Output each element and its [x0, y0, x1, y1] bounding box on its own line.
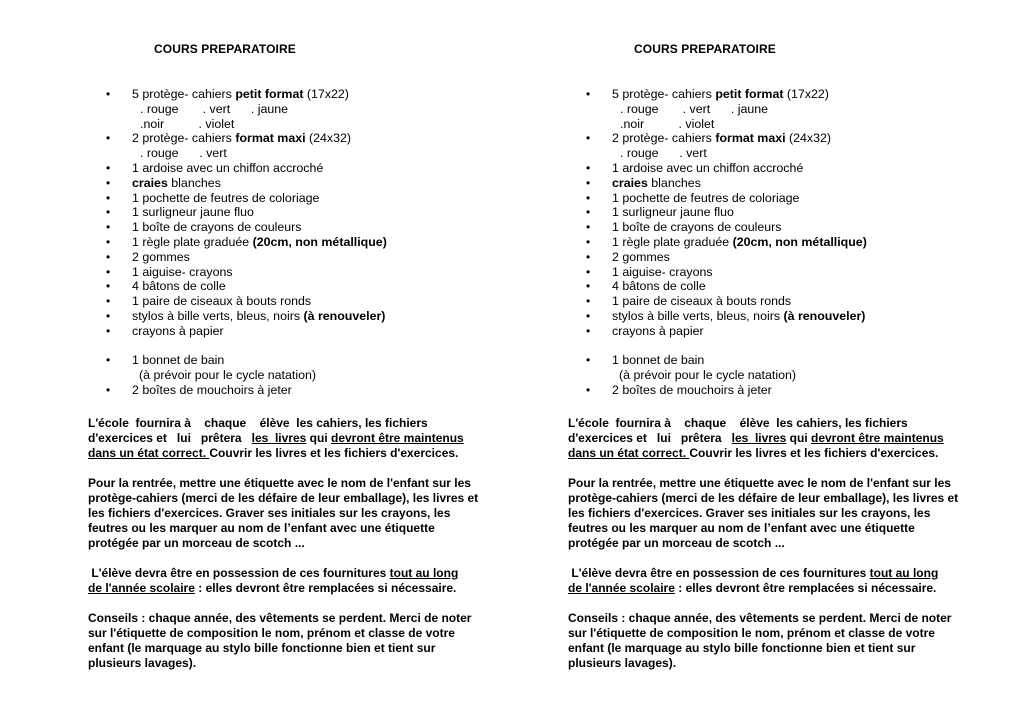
list-item: • 1 paire de ciseaux à bouts ronds [586, 294, 792, 309]
list-item: • 1 paire de ciseaux à bouts ronds [106, 294, 312, 309]
list-item: • 1 ardoise avec un chiffon accroché [106, 160, 324, 175]
bullet-icon: • [586, 294, 591, 309]
bullet-icon: • [106, 382, 111, 397]
list-item: • craies blanches [586, 175, 701, 190]
bullet-icon: • [586, 353, 591, 368]
list-item: • 1 pochette de feutres de coloriage [586, 190, 800, 205]
list-item: • 2 protège- cahiers format maxi (24x32) [106, 131, 352, 146]
page-title: COURS PREPARATOIRE [634, 42, 776, 56]
list-subitem: . rouge . vert . jaune [620, 101, 769, 116]
list-item: • 1 boîte de crayons de couleurs [106, 220, 302, 235]
bullet-icon: • [106, 160, 111, 175]
list-item: • 1 ardoise avec un chiffon accroché [586, 160, 804, 175]
list-item: • crayons à papier [106, 323, 224, 338]
list-subitem: .noir . violet [140, 116, 235, 131]
bullet-icon: • [106, 205, 111, 220]
page-title: COURS PREPARATOIRE [154, 42, 296, 56]
bullet-icon: • [106, 190, 111, 205]
paragraph-advice: Conseils : chaque année, des vêtements se perdent. Merci de noter sur l'étiquette de composition le nom, prénom et classe de votre enfant (le marquage au stylo bille fonctionne bien et tient sur plusieurs lavages). [88, 611, 472, 670]
list-subitem: . rouge . vert [620, 146, 707, 161]
list-item: • crayons à papier [586, 323, 704, 338]
list-item: • 2 boîtes de mouchoirs à jeter [106, 382, 292, 397]
paragraph-school-provides: L'école fournira à chaque élève les cahiers, les fichiers d'exercices et lui prêtera les livres qui devront être maintenus dans un état correct. Couvrir les livres et les fichiers d'exercices. [88, 416, 464, 460]
bullet-icon: • [586, 264, 591, 279]
bullet-icon: • [586, 205, 591, 220]
paragraph-labels: Pour la rentrée, mettre une étiquette avec le nom de l'enfant sur les protège-cahiers (merci de les défaire de leur emballage), les livres et les fichiers d'exercices. Graver ses initiales sur les crayons, les feutres ou les marquer au nom de l’enfant avec une étiquette protégée par un morceau de scotch ... [88, 476, 479, 550]
bullet-icon: • [586, 190, 591, 205]
list-item: • 1 surligneur jaune fluo [106, 205, 254, 220]
list-item: • 4 bâtons de colle [586, 279, 706, 294]
bullet-icon: • [586, 308, 591, 323]
bullet-icon: • [106, 234, 111, 249]
list-item: • 1 bonnet de bain [586, 353, 705, 368]
list-item: • 1 règle plate graduée (20cm, non métallique) [586, 234, 867, 249]
list-item: • 1 bonnet de bain [106, 353, 225, 368]
list-subitem: (à prévoir pour le cycle natation) [619, 368, 796, 383]
bullet-icon: • [106, 294, 111, 309]
bullet-icon: • [106, 323, 111, 338]
list-subitem: (à prévoir pour le cycle natation) [139, 368, 316, 383]
list-subitem: . rouge . vert . jaune [140, 101, 289, 116]
bullet-icon: • [106, 175, 111, 190]
list-item: • 4 bâtons de colle [106, 279, 226, 294]
list-subitem: . rouge . vert [140, 146, 227, 161]
paragraph-labels: Pour la rentrée, mettre une étiquette avec le nom de l'enfant sur les protège-cahiers (merci de les défaire de leur emballage), les livres et les fichiers d'exercices. Graver ses initiales sur les crayons, les feutres ou les marquer au nom de l’enfant avec une étiquette protégée par un morceau de scotch ... [568, 476, 959, 550]
list-spacer [84, 339, 514, 354]
bullet-icon: • [586, 160, 591, 175]
bullet-icon: • [106, 131, 111, 146]
paragraph-school-provides: L'école fournira à chaque élève les cahiers, les fichiers d'exercices et lui prêtera les livres qui devront être maintenus dans un état correct. Couvrir les livres et les fichiers d'exercices. [568, 416, 944, 460]
paragraph-possession: L'élève devra être en possession de ces fournitures tout au long de l'année scolaire : elles devront être remplacées si nécessaire. [568, 566, 939, 595]
bullet-icon: • [106, 353, 111, 368]
bullet-icon: • [586, 279, 591, 294]
bullet-icon: • [586, 220, 591, 235]
list-item: • 1 pochette de feutres de coloriage [106, 190, 320, 205]
list-item: • 1 surligneur jaune fluo [586, 205, 734, 220]
supply-list [84, 87, 514, 398]
list-subitem: .noir . violet [620, 116, 715, 131]
list-item: • 5 protège- cahiers petit format (17x22) [106, 87, 349, 101]
list-item: • 1 boîte de crayons de couleurs [586, 220, 782, 235]
list-item: • 2 protège- cahiers format maxi (24x32) [586, 131, 832, 146]
list-item: • 2 boîtes de mouchoirs à jeter [586, 382, 772, 397]
bullet-icon: • [106, 220, 111, 235]
left-column [84, 0, 514, 724]
bullet-icon: • [586, 175, 591, 190]
list-spacer [564, 339, 994, 354]
paragraph-possession: L'élève devra être en possession de ces fournitures tout au long de l'année scolaire : elles devront être remplacées si nécessaire. [88, 566, 459, 595]
bullet-icon: • [106, 308, 111, 323]
right-column [564, 0, 994, 724]
list-item: • 1 aiguise- crayons [586, 264, 713, 279]
list-item: • 5 protège- cahiers petit format (17x22) [586, 87, 829, 101]
bullet-icon: • [586, 234, 591, 249]
bullet-icon: • [586, 382, 591, 397]
paragraph-advice: Conseils : chaque année, des vêtements se perdent. Merci de noter sur l'étiquette de composition le nom, prénom et classe de votre enfant (le marquage au stylo bille fonctionne bien et tient sur plusieurs lavages). [568, 611, 952, 670]
list-item: • 2 gommes [106, 249, 190, 264]
bullet-icon: • [586, 323, 591, 338]
list-item: • stylos à bille verts, bleus, noirs (à renouveler) [106, 308, 386, 323]
list-item: • stylos à bille verts, bleus, noirs (à renouveler) [586, 308, 866, 323]
bullet-icon: • [106, 249, 111, 264]
list-item: • 2 gommes [586, 249, 670, 264]
bullet-icon: • [586, 249, 591, 264]
bullet-icon: • [586, 131, 591, 146]
supply-list [564, 87, 994, 398]
list-item: • 1 aiguise- crayons [106, 264, 233, 279]
bullet-icon: • [106, 264, 111, 279]
bullet-icon: • [106, 87, 111, 101]
list-item: • 1 règle plate graduée (20cm, non métallique) [106, 234, 387, 249]
bullet-icon: • [106, 279, 111, 294]
list-item: • craies blanches [106, 175, 221, 190]
bullet-icon: • [586, 87, 591, 101]
